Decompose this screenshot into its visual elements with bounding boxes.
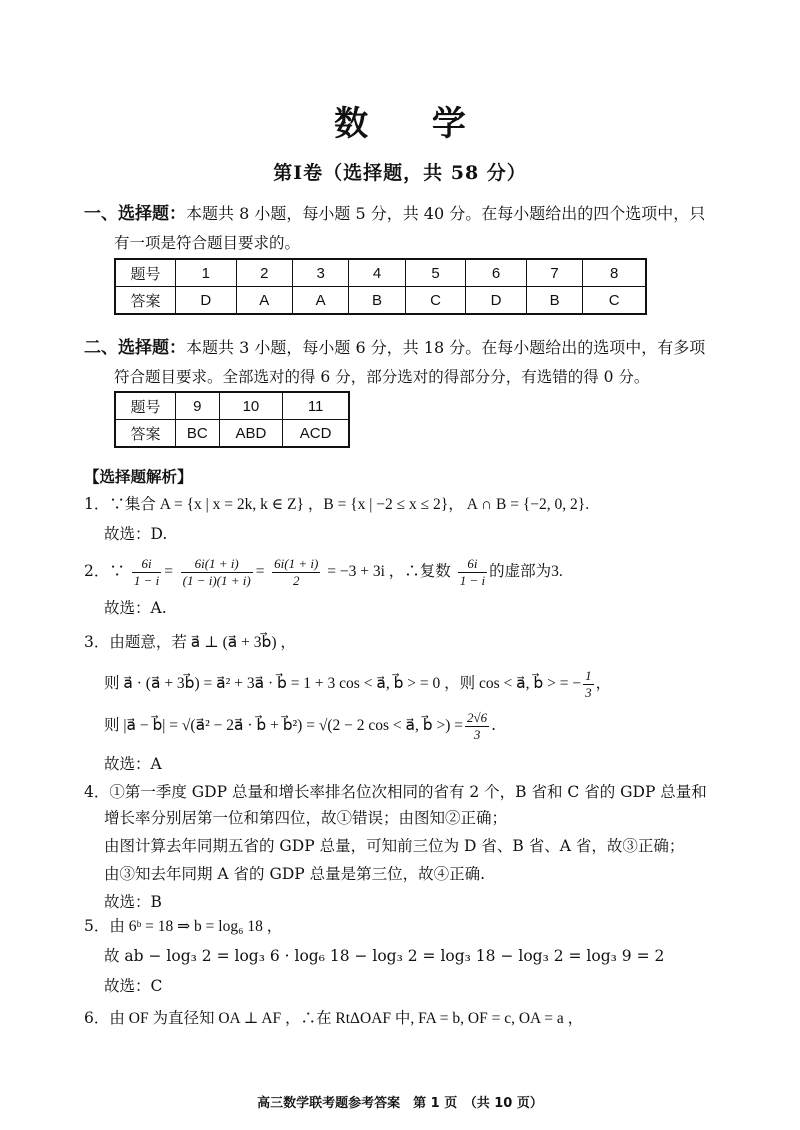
q2-number: 2． [84,562,110,580]
section2-line1 [84,333,705,363]
numerator: 6i(1 + i) [181,556,253,573]
question-number: 8 [583,259,646,287]
q5-choice: 故选：C [104,977,163,995]
row-label-answer: 答案 [115,420,176,448]
question-number: 10 [219,392,283,420]
q6-number: 6． [84,1009,110,1027]
q1-number: 1． [84,495,110,513]
q5-text-line1: 由 6ᵇ = 18 ⇒ b = log₆ 18 ， [109,918,283,935]
question-number: 5 [405,259,466,287]
q2-fraction-3 [272,556,320,589]
question-number: 7 [526,259,582,287]
denominator: 2 [292,572,300,588]
row-label-number: 题号 [115,259,176,287]
q1-line [84,492,589,517]
section2-text-line1: 本题共 3 小题，每小题 6 分，共 18 分。在每小题给出的选项中，有多项 [186,338,706,357]
denominator: (1 − i)(1 + i) [182,572,251,588]
row-label-number: 题号 [115,392,176,420]
q5-number: 5． [84,917,110,935]
q3-text-line1: 由题意，若 a⃗ ⊥ (a⃗ + 3b⃗) ， [109,634,296,651]
numerator: 2√6 [467,709,488,725]
section2-heading: 二、选择题： [84,338,186,358]
q4-text-line3: 由图计算去年同期五省的 GDP 总量，可知前三位为 D 省、B 省、A 省，故③正确； [104,837,685,855]
q5-line1 [84,914,282,939]
q1-text: ∵集合 A = {x | x = 2k, k ∈ Z} ，B = {x | −2 ≤ x ≤ 2}， A ∩ B = {−2, 0, 2}. [109,496,590,513]
q4-text-line2: 增长率分别居第一位和第四位，故①错误；由图知②正确； [104,809,508,827]
q3-line2: 则 a⃗ · (a⃗ + 3b⃗) = a⃗² + 3a⃗ · b⃗ = 1 + 3 cos < a⃗, b⃗ > = 0 ，则 cos < a⃗, b⃗ > = − $\frac{1}{3}$ ， [104,667,612,700]
question-number: 1 [176,259,237,287]
answer-cell: A [236,287,292,315]
q6-line1 [84,1006,583,1031]
question-number: 6 [466,259,527,287]
answer-cell: ACD [283,420,349,448]
table-row [115,287,646,315]
q4-choice: 故选：B [104,893,162,911]
numerator: 6i [132,556,161,573]
q3-line3: 则 |a⃗ − b⃗| = √(a⃗² − 2a⃗ · b⃗ + b⃗²) = √(2 − 2 cos < a⃗, b⃗ >) = $\frac{2√6}{3}$ . [104,709,497,742]
question-number: 4 [349,259,405,287]
q4-text-line1: ①第一季度 GDP 总量和增长率排名位次相同的省有 2 个，B 省和 C 省的 GDP 总量和 [109,783,707,801]
question-number: 3 [292,259,348,287]
q2-post: 的虚部为3. [489,563,563,580]
row-label-answer: 答案 [115,287,176,315]
table-row [115,420,349,448]
denominator: 3 [585,684,592,700]
section2-answer-table [114,391,350,448]
question-number: 9 [176,392,220,420]
numerator: 6i(1 + i) [274,555,319,571]
numerator: 1 [585,667,592,683]
answer-cell: B [526,287,582,315]
q2-pre: ∵ [109,562,125,580]
denominator: 1 − i [133,572,160,588]
section1-line1 [84,199,705,229]
q2-mid: = −3 + 3i ，∴复数 [327,563,451,580]
q3-fraction-cos [583,668,594,701]
answer-cell: C [405,287,466,315]
q4-line1 [84,780,707,804]
analysis-heading: 【选择题解析】 [84,467,193,486]
section1-text-line1: 本题共 8 小题，每小题 5 分，共 40 分。在每小题给出的四个选项中，只 [186,204,706,223]
section1-text-line2: 有一项是符合题目要求的。 [114,234,301,252]
answer-cell: ABD [219,420,283,448]
answer-cell: D [466,287,527,315]
page-footer: 高三数学联考题参考答案 第 1 页 （共 10 页） [257,1096,543,1111]
question-number: 2 [236,259,292,287]
answer-cell: D [176,287,237,315]
q2-line: 2．∵ $\frac{6i}{1 - i}$ = $\frac{6i(1 + i)}{(1 - i)(1 + i)}$ = $\frac{6i(1 + i)}{2}$ = −3 + 3i ，∴复数 $\frac{6i}{1 - i}$ 的虚部为3. [84,555,563,588]
q3-line1 [84,630,296,655]
table-row [115,392,349,420]
q3-text-line3: 则 |a⃗ − b⃗| = √(a⃗² − 2a⃗ · b⃗ + b⃗²) = √(2 − 2 cos < a⃗, b⃗ >) = [104,717,464,734]
answer-cell: B [349,287,405,315]
answer-cell: BC [176,420,220,448]
denominator: 1 − i [459,572,486,588]
section1-heading: 一、选择题： [84,204,186,224]
q3-number: 3． [84,633,110,651]
denominator: 3 [473,726,481,742]
q2-fraction-2 [181,556,253,589]
q3-fraction-result [465,710,489,743]
numerator: 6i [458,556,487,573]
page-subtitle: 第Ⅰ卷（选择题，共 58 分） [273,162,527,184]
section2-text-line2: 符合题目要求。全部选对的得 6 分，部分选对的得部分分，有选错的得 0 分。 [114,368,650,386]
q1-choice: 故选：D. [104,525,168,543]
q5-text-line2: 故 ab − log₃ 2 = log₃ 6 · log₆ 18 − log₃ 2 = log₃ 18 − log₃ 2 = log₃ 9 = 2 [104,947,665,965]
answer-cell: C [583,287,646,315]
q4-number: 4． [84,783,110,801]
q2-choice: 故选：A. [104,599,167,617]
q3-choice: 故选：A [104,755,162,773]
section1-answer-table [114,258,647,315]
answer-cell: A [292,287,348,315]
q2-fraction-1 [132,556,161,589]
q6-text-line1: 由 OF 为直径知 OA ⊥ AF ，∴在 RtΔOAF 中, FA = b, OF = c, OA = a ， [109,1010,584,1027]
page-title: 数 学 [334,104,492,144]
q3-text-line2: 则 a⃗ · (a⃗ + 3b⃗) = a⃗² + 3a⃗ · b⃗ = 1 + 3 cos < a⃗, b⃗ > = 0 ，则 cos < a⃗, b⃗ > = − [104,675,582,692]
q4-text-line4: 由③知去年同期 A 省的 GDP 总量是第三位，故④正确. [104,865,486,883]
table-row [115,259,646,287]
q2-fraction-4 [458,556,487,589]
question-number: 11 [283,392,349,420]
